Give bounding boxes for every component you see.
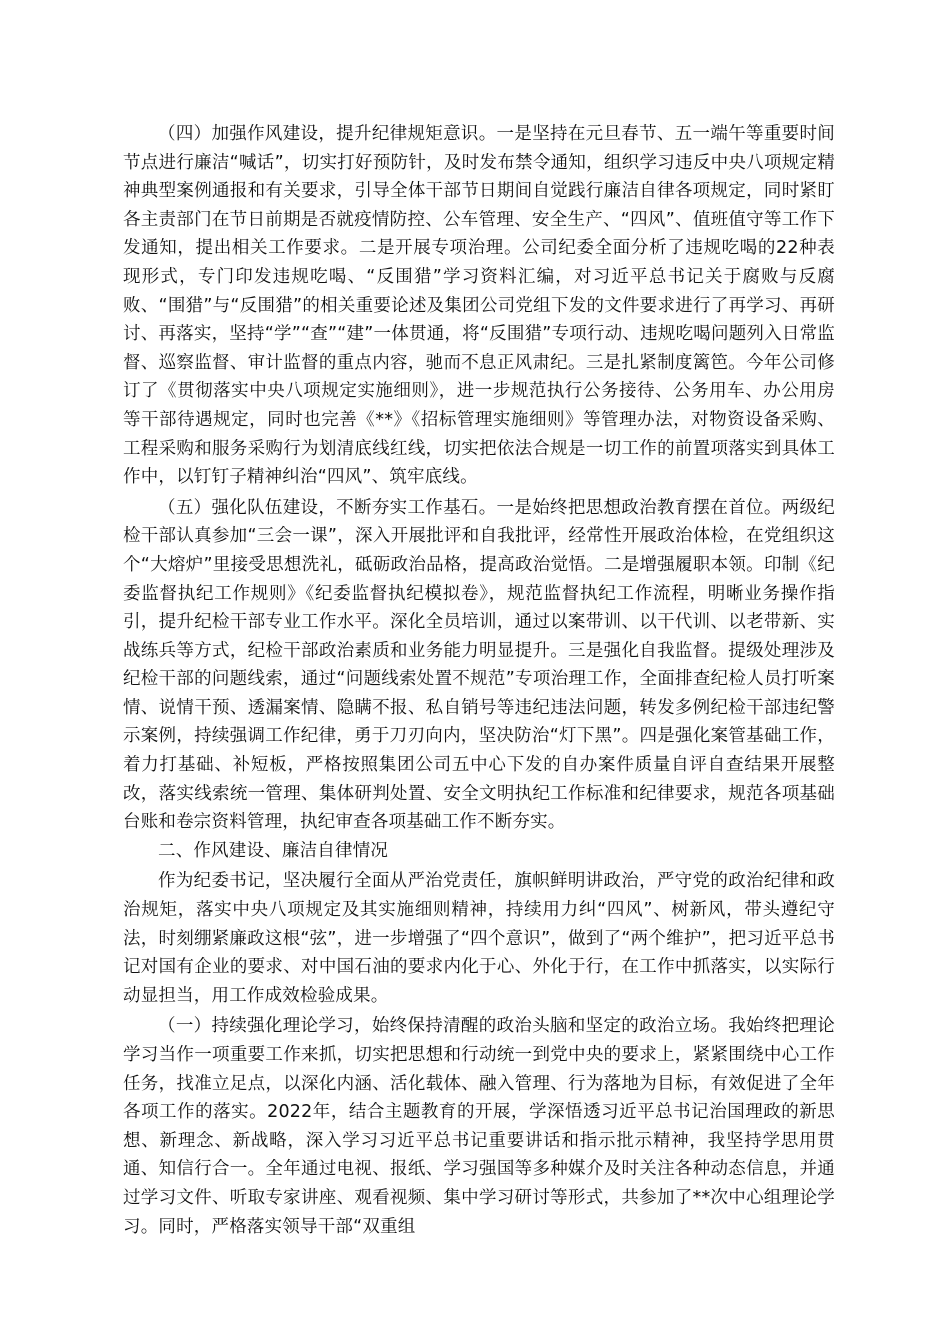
paragraph-intro-2: 作为纪委书记，坚决履行全面从严治党责任，旗帜鲜明讲政治，严守党的政治纪律和政治规矩，落实中央八项规定及其实施细则精神，持续用力纠“四风”、树新风，带头遵纪守法，时刻绷紧廉政这根“弦”，进一步增强了“四个意识”，做到了“两个维护”，把习近平总书记对国有企业的要求、对中国石油的要求内化于心、外化于行，在工作中抓落实，以实际行动显担当，用工作成效检验成果。 [123, 871, 835, 1006]
document-page [123, 120, 835, 1241]
paragraph-section-5: （五）强化队伍建设，不断夯实工作基石。一是始终把思想政治教育摆在首位。两级纪检干部认真参加“三会一课”，深入开展批评和自我批评，经常性开展政治体检，在党组织这个“大熔炉”里接受思想洗礼，砥砺政治品格，提高政治觉悟。二是增强履职本领。印制《纪委监督执纪工作规则》《纪委监督执纪模拟卷》，规范监督执纪工作流程，明晰业务操作指引，提升纪检干部专业工作水平。深化全员培训，通过以案带训、以干代训、以老带新、实战练兵等方式，纪检干部政治素质和业务能力明显提升。三是强化自我监督。提级处理涉及纪检干部的问题线索，通过“问题线索处置不规范”专项治理工作，全面排查纪检人员打听案情、说情干预、透漏案情、隐瞒不报、私自销号等违纪违法问题，转发多例纪检干部违纪警示案例，持续强调工作纪律，勇于刀刃向内，坚决防治“灯下黑”。四是强化案管基础工作，着力打基础、补短板，严格按照集团公司五中心下发的自办案件质量自评自查结果开展整改，落实线索统一管理、集体研判处置、安全文明执纪工作标准和纪律要求，规范各项基础台账和卷宗资料管理，执纪审查各项基础工作不断夯实。 [123, 497, 835, 833]
paragraph-section-4: （四）加强作风建设，提升纪律规矩意识。一是坚持在元旦春节、五一端午等重要时间节点进行廉洁“喊话”，切实打好预防针，及时发布禁令通知，组织学习违反中央八项规定精神典型案例通报和有关要求，引导全体干部节日期间自觉践行廉洁自律各项规定，同时紧盯各主责部门在节日前期是否就疫情防控、公车管理、安全生产、“四风”、值班值守等工作下发通知，提出相关工作要求。二是开展专项治理。公司纪委全面分析了违规吃喝的22种表现形式，专门印发违规吃喝、“反围猎”学习资料汇编，对习近平总书记关于腐败与反腐败、“围猎”与“反围猎”的相关重要论述及集团公司党组下发的文件要求进行了再学习、再研讨、再落实，坚持“学”“查”“建”一体贯通，将“反围猎”专项行动、违规吃喝问题列入日常监督、巡察监督、审计监督的重点内容，驰而不息正风肃纪。三是扎紧制度篱笆。今年公司修订了《贯彻落实中央八项规定实施细则》，进一步规范执行公务接待、公务用车、办公用房等干部待遇规定，同时也完善《**》《招标管理实施细则》等管理办法，对物资设备采购、工程采购和服务采购行为划清底线红线，切实把依法合规是一切工作的前置项落实到具体工作中，以钉钉子精神纠治“四风”、筑牢底线。 [123, 124, 835, 488]
section-heading-2: 二、作风建设、廉洁自律情况 [158, 840, 389, 861]
paragraph-section-2-1: （一）持续强化理论学习，始终保持清醒的政治头脑和坚定的政治立场。我始终把理论学习当作一项重要工作来抓，切实把思想和行动统一到党中央的要求上，紧紧围绕中心工作任务，找准立足点，以深化内涵、活化载体、融入管理、行为落地为目标，有效促进了全年各项工作的落实。2022年，结合主题教育的开展，学深悟透习近平总书记治国理政的新思想、新理念、新战略，深入学习习近平总书记重要讲话和指示批示精神，我坚持学思用贯通、知信行合一。全年通过电视、报纸、学习强国等多种媒介及时关注各种动态信息，并通过学习文件、听取专家讲座、观看视频、集中学习研讨等形式，共参加了**次中心组理论学习。同时，严格落实领导干部“双重组 [123, 1016, 835, 1237]
